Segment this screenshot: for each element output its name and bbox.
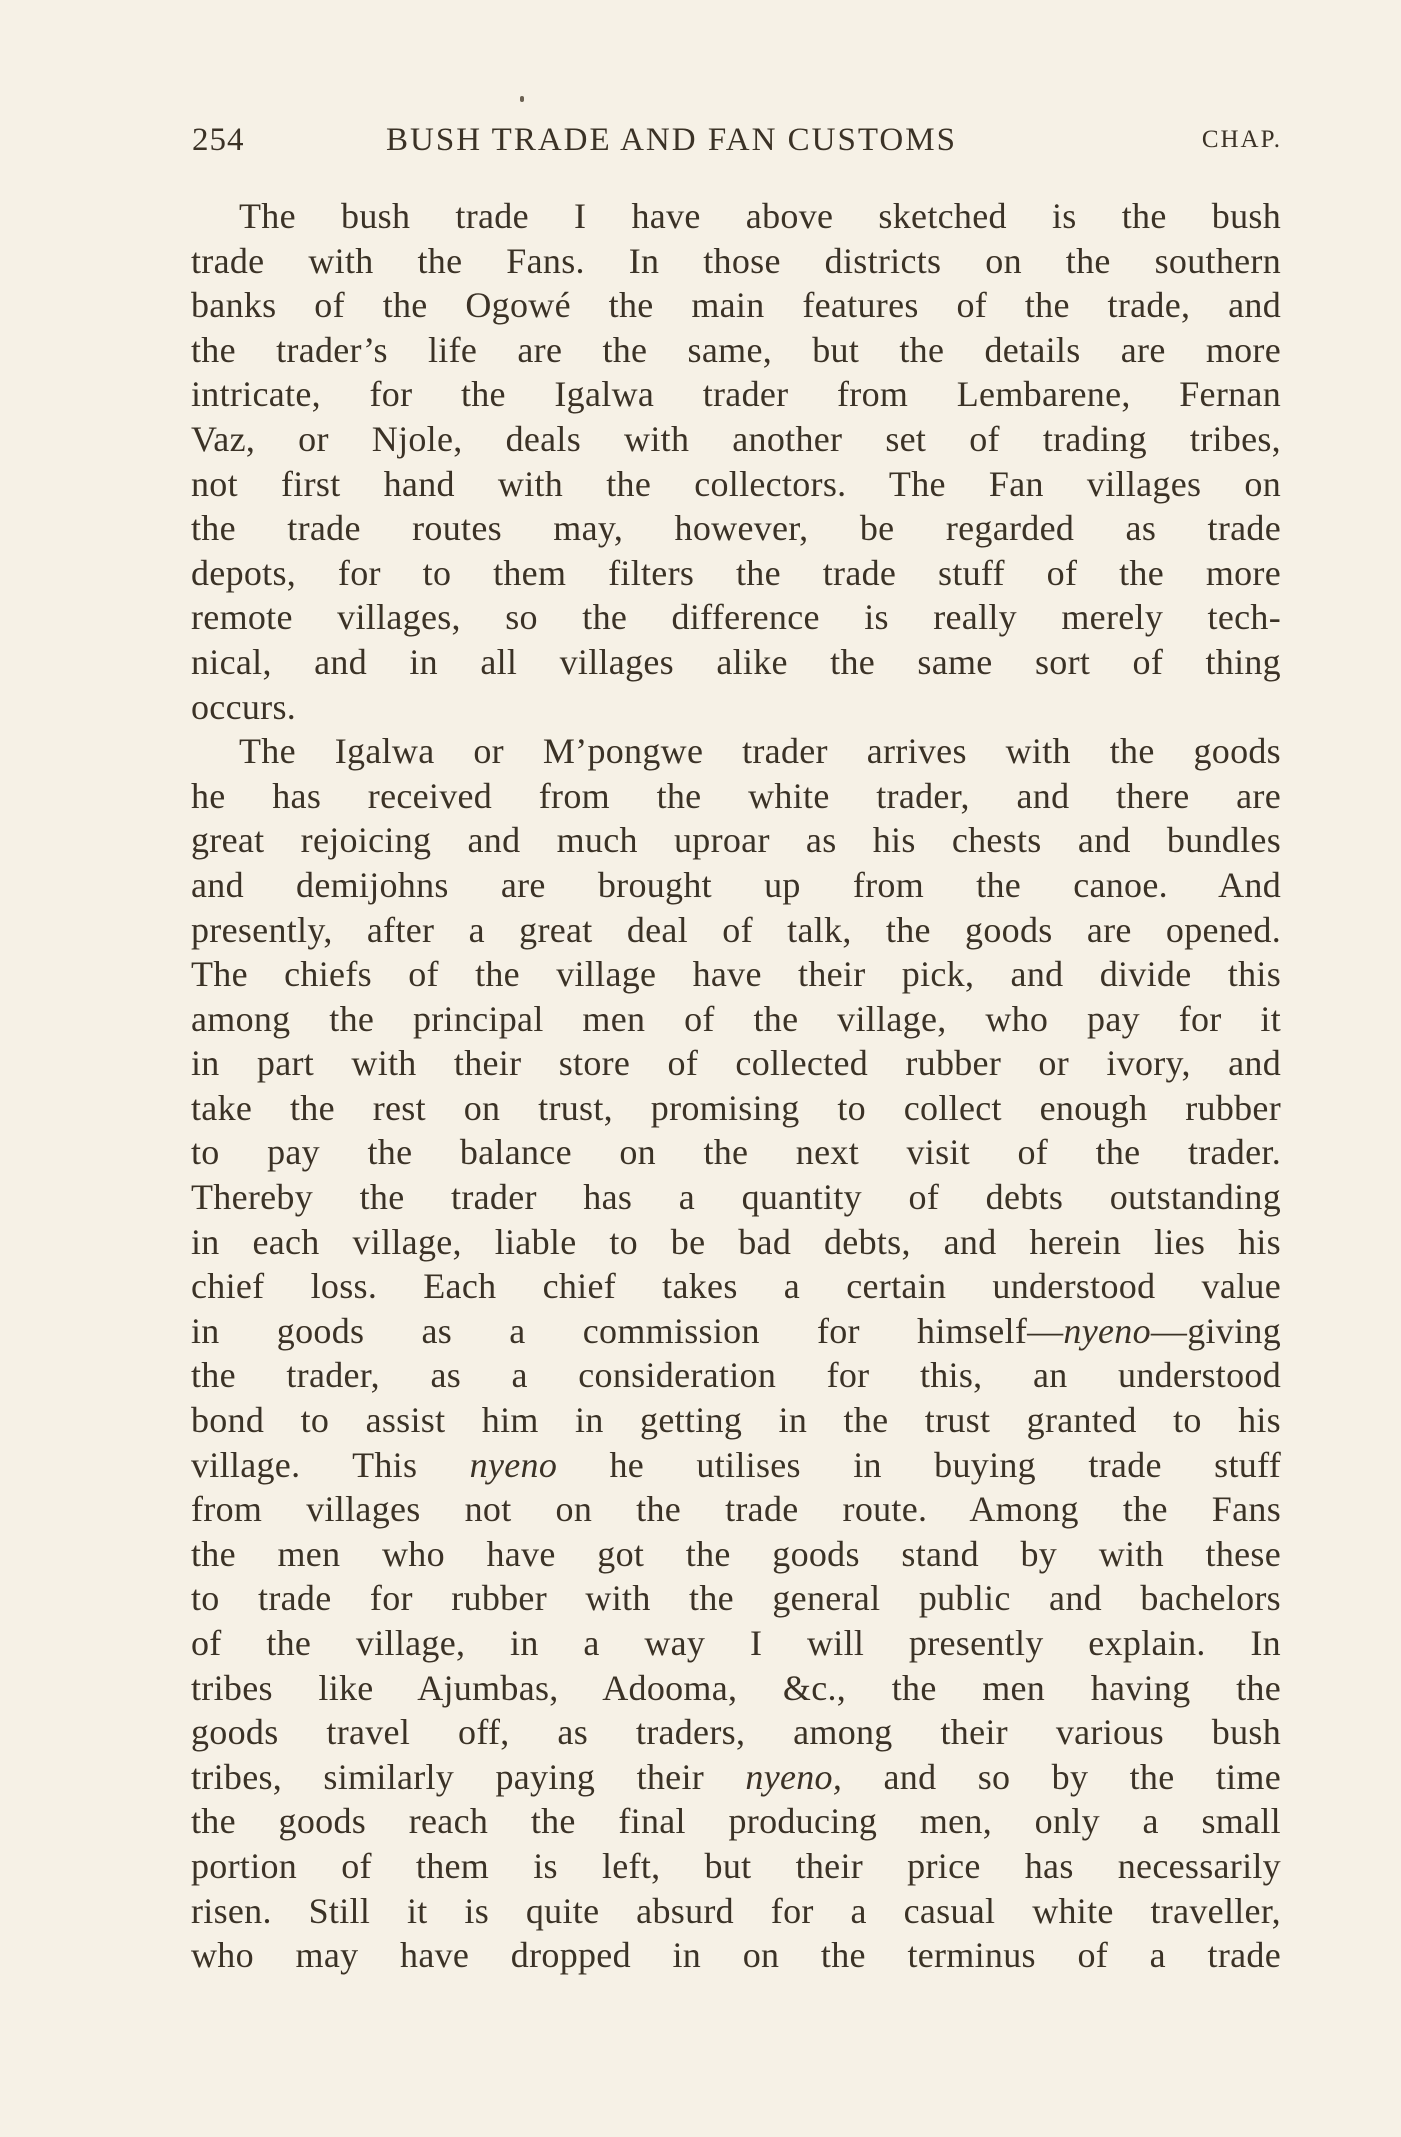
text-line: risen. Still it is quite absurd for a casual white traveller,: [191, 1890, 1281, 1931]
text-line: banks of the Ogowé the main features of the trade, and: [191, 285, 1281, 326]
text-line: bond to assist him in getting in the trust granted to his: [191, 1400, 1281, 1441]
text-line: who may have dropped in on the terminus of a trade: [191, 1935, 1281, 1976]
text-line: the trader’s life are the same, but the details are more: [191, 329, 1281, 370]
text-line: The chiefs of the village have their pick, and divide this: [191, 954, 1281, 995]
text-line: portion of them is left, but their price has necessarily: [191, 1845, 1281, 1886]
italic-term: nyeno,: [745, 1756, 843, 1797]
text-line: among the principal men of the village, who pay for it: [191, 998, 1281, 1039]
text-line: the trade routes may, however, be regarded as trade: [191, 508, 1281, 549]
text-run: and so by the time: [842, 1756, 1282, 1797]
text-line: remote villages, so the difference is really merely tech-: [191, 597, 1281, 638]
body-text: [191, 194, 1281, 1978]
text-run: —giving: [1150, 1310, 1281, 1351]
chapter-label: CHAP.: [1201, 126, 1282, 153]
text-line: the trader, as a consideration for this, an understood: [191, 1355, 1281, 1396]
text-line: [191, 1309, 1281, 1354]
text-line: to pay the balance on the next visit of the trader.: [191, 1132, 1281, 1173]
text-line: and demijohns are brought up from the canoe. And: [191, 864, 1281, 905]
text-run: he utilises in buying trade stuff: [557, 1444, 1281, 1485]
text-line: great rejoicing and much uproar as his chests and bundles: [191, 820, 1281, 861]
text-line: depots, for to them filters the trade stuff of the more: [191, 552, 1281, 593]
text-line: take the rest on trust, promising to collect enough rubber: [191, 1087, 1281, 1128]
page-number: 254: [192, 122, 245, 158]
text-line: to trade for rubber with the general public and bachelors: [191, 1578, 1281, 1619]
text-line: of the village, in a way I will presently explain. In: [191, 1623, 1281, 1663]
text-line: nical, and in all villages alike the same sort of thing: [191, 641, 1281, 682]
text-line: Vaz, or Njole, deals with another set of trading tribes,: [191, 418, 1281, 459]
text-line: The Igalwa or M’pongwe trader arrives with the goods: [239, 731, 1281, 772]
italic-term: nyeno: [1063, 1310, 1151, 1351]
text-line: not first hand with the collectors. The Fan villages on: [191, 463, 1281, 504]
text-line: occurs.: [191, 686, 297, 727]
text-run: village. This: [191, 1444, 470, 1485]
text-line: chief loss. Each chief takes a certain understood value: [191, 1266, 1281, 1307]
text-line: the men who have got the goods stand by with these: [191, 1533, 1281, 1574]
text-line: trade with the Fans. In those districts on the southern: [191, 240, 1281, 281]
text-line: the goods reach the final producing men, only a small: [191, 1801, 1281, 1842]
text-line: Thereby the trader has a quantity of debts outstanding: [191, 1177, 1281, 1218]
text-line: from villages not on the trade route. Among the Fans: [191, 1489, 1281, 1530]
text-line: in part with their store of collected rubber or ivory, and: [191, 1043, 1281, 1084]
print-speck: [520, 96, 524, 102]
text-line: he has received from the white trader, and there are: [191, 775, 1281, 816]
text-run: tribes, similarly paying their: [191, 1756, 746, 1797]
running-head: [192, 122, 1282, 170]
text-line: intricate, for the Igalwa trader from Lembarene, Fernan: [191, 374, 1281, 415]
text-line: The bush trade I have above sketched is the bush: [239, 196, 1281, 236]
text-line: tribes like Ajumbas, Adooma, &c., the men having the: [191, 1667, 1281, 1708]
text-line: [191, 1755, 1281, 1800]
text-line: goods travel off, as traders, among their various bush: [191, 1712, 1281, 1753]
text-line: [191, 1443, 1281, 1488]
text-line: in each village, liable to be bad debts, and herein lies his: [191, 1221, 1281, 1262]
italic-term: nyeno: [469, 1444, 558, 1485]
running-title: BUSH TRADE AND FAN CUSTOMS: [386, 122, 957, 158]
text-line: presently, after a great deal of talk, the goods are opened.: [191, 909, 1281, 950]
text-run: in goods as a commission for himself—: [191, 1310, 1064, 1351]
